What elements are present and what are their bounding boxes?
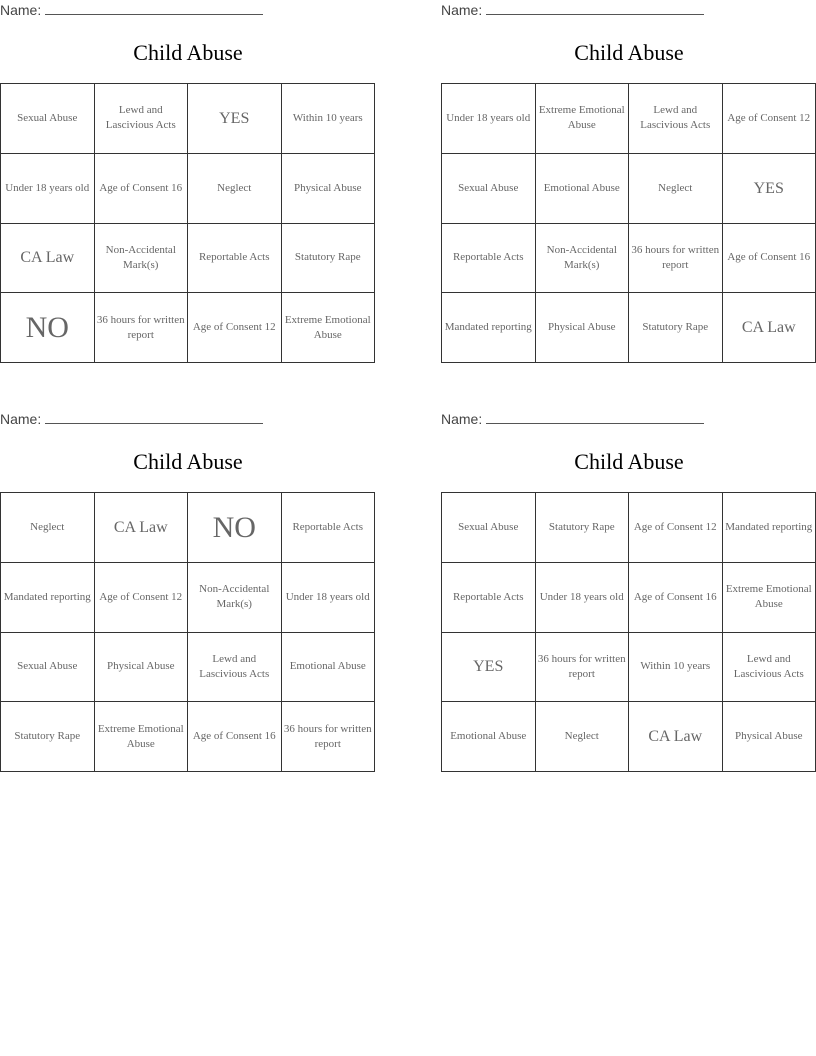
bingo-cell: Neglect — [536, 702, 630, 772]
name-label: Name: — [0, 2, 42, 18]
name-underline — [486, 2, 704, 15]
bingo-cell: Sexual Abuse — [442, 493, 536, 563]
bingo-cell: 36 hours for written report — [536, 633, 630, 703]
bingo-cell: Mandated reporting — [723, 493, 816, 563]
bingo-cell: Non-Accidental Mark(s) — [95, 224, 189, 294]
bingo-grid — [441, 83, 816, 363]
bingo-cell: Reportable Acts — [282, 493, 376, 563]
bingo-cell: Reportable Acts — [442, 563, 536, 633]
bingo-cell: Age of Consent 16 — [723, 224, 816, 294]
name-field — [441, 411, 704, 427]
card-title: Child Abuse — [574, 40, 684, 65]
bingo-cell: 36 hours for written report — [282, 702, 376, 772]
bingo-grid — [441, 492, 816, 772]
bingo-cell: Statutory Rape — [1, 702, 95, 772]
bingo-cell: Statutory Rape — [282, 224, 376, 294]
bingo-cell: Age of Consent 12 — [188, 293, 282, 363]
bingo-cell: Statutory Rape — [536, 493, 630, 563]
bingo-cell: Under 18 years old — [282, 563, 376, 633]
bingo-cell: NO — [1, 293, 95, 363]
bingo-grid — [0, 83, 375, 363]
name-field — [441, 2, 704, 18]
bingo-cell: Neglect — [188, 154, 282, 224]
bingo-cell: NO — [188, 493, 282, 563]
bingo-cell: Age of Consent 12 — [95, 563, 189, 633]
bingo-cell: Age of Consent 16 — [629, 563, 723, 633]
bingo-cell: Within 10 years — [629, 633, 723, 703]
name-label: Name: — [0, 411, 42, 427]
bingo-cell: Reportable Acts — [442, 224, 536, 294]
bingo-cell: Extreme Emotional Abuse — [723, 563, 816, 633]
bingo-cell: CA Law — [95, 493, 189, 563]
card-title: Child Abuse — [574, 449, 684, 474]
name-underline — [486, 411, 704, 424]
bingo-cell: Under 18 years old — [536, 563, 630, 633]
name-field — [0, 2, 263, 18]
card-title: Child Abuse — [133, 40, 243, 65]
bingo-cell: Under 18 years old — [442, 84, 536, 154]
bingo-cell: Within 10 years — [282, 84, 376, 154]
name-underline — [45, 411, 263, 424]
bingo-cell: Reportable Acts — [188, 224, 282, 294]
name-field — [0, 411, 263, 427]
bingo-cell: Mandated reporting — [442, 293, 536, 363]
bingo-cell: CA Law — [1, 224, 95, 294]
bingo-cell: Lewd and Lascivious Acts — [629, 84, 723, 154]
bingo-grid — [0, 492, 375, 772]
bingo-cell: Extreme Emotional Abuse — [95, 702, 189, 772]
bingo-cell: Neglect — [1, 493, 95, 563]
bingo-cell: YES — [188, 84, 282, 154]
bingo-cell: 36 hours for written report — [629, 224, 723, 294]
name-label: Name: — [441, 411, 483, 427]
bingo-cell: Physical Abuse — [282, 154, 376, 224]
bingo-cell: Extreme Emotional Abuse — [282, 293, 376, 363]
bingo-cell: Non-Accidental Mark(s) — [536, 224, 630, 294]
bingo-cell: Sexual Abuse — [442, 154, 536, 224]
bingo-cell: Under 18 years old — [1, 154, 95, 224]
bingo-cell: Age of Consent 12 — [629, 493, 723, 563]
card-title: Child Abuse — [133, 449, 243, 474]
bingo-cell: Physical Abuse — [536, 293, 630, 363]
bingo-cell: Non-Accidental Mark(s) — [188, 563, 282, 633]
bingo-cell: Emotional Abuse — [442, 702, 536, 772]
bingo-cell: Neglect — [629, 154, 723, 224]
name-label: Name: — [441, 2, 483, 18]
bingo-cell: Extreme Emotional Abuse — [536, 84, 630, 154]
bingo-cell: Lewd and Lascivious Acts — [95, 84, 189, 154]
bingo-cell: CA Law — [629, 702, 723, 772]
bingo-cell: Age of Consent 16 — [95, 154, 189, 224]
bingo-cell: Sexual Abuse — [1, 633, 95, 703]
bingo-cell: CA Law — [723, 293, 816, 363]
bingo-cell: Statutory Rape — [629, 293, 723, 363]
bingo-cell: 36 hours for written report — [95, 293, 189, 363]
bingo-cell: Lewd and Lascivious Acts — [188, 633, 282, 703]
bingo-cell: Age of Consent 12 — [723, 84, 816, 154]
bingo-cell: YES — [723, 154, 816, 224]
bingo-cell: Age of Consent 16 — [188, 702, 282, 772]
bingo-cell: Physical Abuse — [723, 702, 816, 772]
name-underline — [45, 2, 263, 15]
bingo-cell: Sexual Abuse — [1, 84, 95, 154]
bingo-cell: Mandated reporting — [1, 563, 95, 633]
bingo-cell: Physical Abuse — [95, 633, 189, 703]
bingo-cell: Emotional Abuse — [282, 633, 376, 703]
bingo-cell: Emotional Abuse — [536, 154, 630, 224]
bingo-cell: YES — [442, 633, 536, 703]
bingo-cell: Lewd and Lascivious Acts — [723, 633, 816, 703]
